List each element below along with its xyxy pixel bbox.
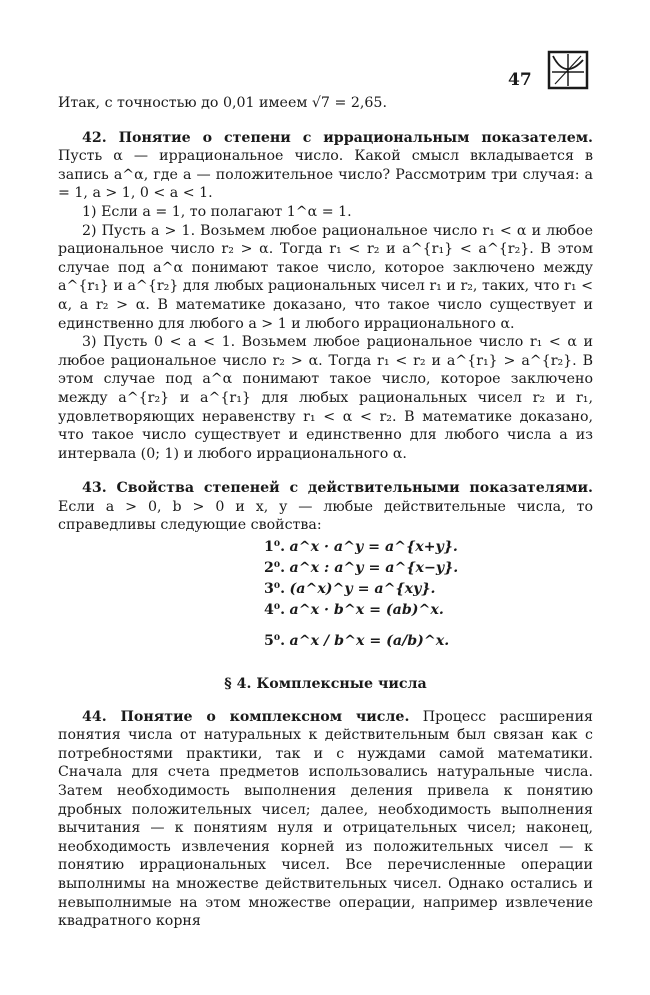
- property-number: 1⁰.: [264, 539, 286, 556]
- section-42-title: 42. Понятие о степени с иррациональным показателем.: [82, 129, 593, 146]
- property-row: [264, 558, 593, 579]
- page-number: 47: [508, 70, 532, 90]
- section-43-intro: Если a > 0, b > 0 и x, y — любые действительные числа, то справедливы следующие свойства:: [58, 498, 593, 534]
- property-row: [264, 537, 593, 558]
- section-42: [58, 129, 593, 203]
- section-44-title: 44. Понятие о комплексном числе.: [82, 708, 410, 725]
- section-42-case-1: 1) Если a = 1, то полагают 1^α = 1.: [82, 203, 352, 220]
- page-header: [0, 50, 650, 95]
- property-number: 3⁰.: [264, 581, 286, 598]
- section-42-intro: Пусть α — иррациональное число. Какой смысл вкладывается в запись a^α, где a — положительное число? Рассмотрим три случая: a = 1, a > 1, 0 < a < 1.: [58, 148, 593, 202]
- section-43-title: 43. Свойства степеней с действительными показателями.: [82, 480, 593, 497]
- property-row: [264, 579, 593, 600]
- property-row: [264, 621, 593, 661]
- intro-line: Итак, с точностью до 0,01 имеем √7 = 2,65.: [58, 95, 387, 111]
- property-formula: a^x / b^x = (a/b)^x.: [289, 633, 450, 650]
- graph-logo-icon: [547, 50, 589, 90]
- section-44-text: Процесс расширения понятия числа от натуральных к действительным был связан как с потребностями практики, так и с нуждами самой математики. Сначала для счета предметов использовались натуральные числа. Затем необходимость выполнения деления привела к понятию дробных положительных чисел; далее, необходимость выполнения вычитания — к понятиям нуля и отрицательных чисел; наконец, необходимость извлечения корней из положительных чисел — к понятию иррациональных чисел. Все перечисленные операции выполнимы на множестве действительных чисел. Однако остались и невыполнимые на этом множестве операции, например извлечение квадратного корня: [58, 708, 593, 930]
- property-row: [264, 600, 593, 621]
- property-number: 2⁰.: [264, 560, 286, 577]
- property-formula: a^x : a^y = a^{x−y}.: [289, 560, 459, 577]
- property-number: 5⁰.: [264, 633, 286, 650]
- property-number: 4⁰.: [264, 602, 286, 619]
- chapter-title: § 4. Комплексные числа: [224, 676, 427, 693]
- property-formula: (a^x)^y = a^{xy}.: [289, 581, 436, 598]
- section-42-case-3: 3) Пусть 0 < a < 1. Возьмем любое рациональное число r₁ < α и любое рациональное число r₂ > α. Тогда r₁ < r₂ и a^{r₁} > a^{r₂}. В этом случае под a^α понимают такое число, которое заключено между a^{r₂} и a^{r₁} для любых рациональных чисел r₂ и r₁, удовлетворяющих неравенству r₁ < α < r₂. В математике доказано, что такое число существует и единственно для любого числа a из интервала (0; 1) и любого иррационального α.: [58, 334, 593, 462]
- properties-list: [264, 537, 593, 661]
- section-42-case-2: 2) Пусть a > 1. Возьмем любое рациональное число r₁ < α и любое рациональное число r₂ > α. Тогда r₁ < r₂ и a^{r₁} < a^{r₂}. В этом случае под a^α понимают такое число, которое заключено между a^{r₁} и a^{r₂} для любых рациональных чисел r₁ и r₂, таких, что r₁ < α, а r₂ > α. В математике доказано, что такое число существует и единственно для любого a > 1 и любого иррационального α.: [58, 222, 593, 332]
- section-44: [58, 708, 593, 931]
- property-formula: a^x · b^x = (ab)^x.: [289, 602, 444, 619]
- section-43: [58, 479, 593, 535]
- page-body: [58, 94, 593, 931]
- property-formula: a^x · a^y = a^{x+y}.: [289, 539, 458, 556]
